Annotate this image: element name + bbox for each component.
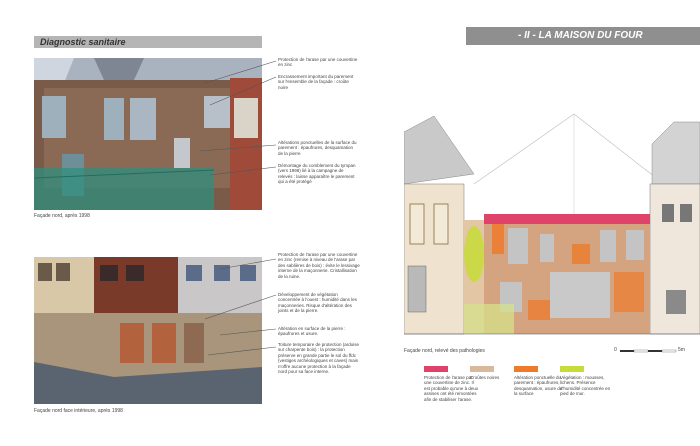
photo1-caption: Façade nord, après 1998 (34, 213, 90, 219)
note-bottom-2: Développement de végétation concentrée à l'ouest : humidité dans les maçonneries. Risque d'altération des joints et de la pierre. (278, 292, 357, 314)
legend-swatch-alteration (514, 366, 538, 372)
note-bottom-4: Toiture temporaire de protection (ardoise sur charpente bois) : la protection préserve en grande partie le sol du ffdc (vestiges archéologiques et caves) mais n'offre aucune protection à la façade nord pour sa face interne. (278, 342, 360, 375)
scale-start-label: 0 (614, 347, 617, 353)
scale-end-label: 5m (678, 347, 685, 353)
section-title-maison-du-four: - II - LA MAISON DU FOUR (466, 27, 700, 45)
facade-elevation-svg (404, 104, 700, 344)
section-title-diagnostic: Diagnostic sanitaire (34, 36, 262, 48)
photo2-caption: Façade nord face intérieure, après 1998 (34, 408, 123, 414)
note-top-1: Protection de l'arase par une couvertine en zinc (278, 57, 358, 68)
legend-text-croutes: Croûtes noires (470, 375, 500, 380)
leader-lines-top (200, 55, 280, 205)
legend-item-croutes (470, 366, 520, 380)
note-bottom-1: Protection de l'arase par une couvertine en zinc (remise à niveau de l'arase par des sablières de bois) : évite le lessivage interne de la maçonnerie. Cristallisation de la ruine. (278, 252, 360, 279)
legend (424, 366, 700, 442)
legend-item-alteration (514, 366, 564, 397)
note-top-2: Encrassement important du parement sur l'ensemble de la façade : croûte noire (278, 74, 354, 90)
legend-text-alteration: Altération ponctuelle du parement : épaufrures, desquamation, usure de la surface (514, 375, 563, 397)
facade-pathology-drawing (404, 104, 700, 344)
drawing-caption: Façade nord, relevé des pathologies (404, 348, 485, 354)
legend-swatch-protection (424, 366, 448, 372)
note-top-4: Démontage du comblement du tympan (vers 1998) lié à la campagne de relevés : laisse apparaître le parement qui a été protégé (278, 163, 356, 185)
note-bottom-3: Altération en surface de la pierre : épaufrures et usure. (278, 326, 346, 337)
legend-text-protection: Protection de l'arase par une couvertine de zinc. Il est probable qu'une à deux assises ont été remontées afin de stabiliser l'arase. (424, 375, 479, 402)
leader-lines-bottom (200, 255, 280, 375)
legend-text-vegetation: Végétation : mousses, lichens. Présence d'humidité concentrée en pied de mur. (560, 375, 611, 397)
legend-item-vegetation (560, 366, 614, 397)
legend-swatch-vegetation (560, 366, 584, 372)
note-top-3: Altérations ponctuelles de la surface du parement : épaufrures, desquamation de la pierre (278, 140, 357, 156)
scale-bar (614, 347, 690, 355)
legend-swatch-croutes (470, 366, 494, 372)
